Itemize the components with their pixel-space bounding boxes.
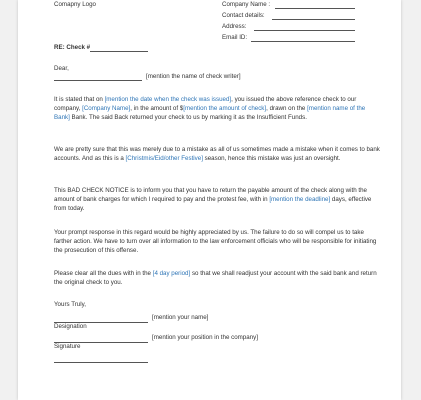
name-hint: [mention your name]: [152, 314, 209, 321]
placeholder-deadline: [mention the deadline]: [269, 196, 331, 203]
recipient-line: [54, 74, 142, 81]
signature-label: Signature: [54, 343, 81, 350]
recipient-hint: [mention the name of check writer]: [146, 73, 241, 80]
company-name-line: [275, 2, 355, 9]
contact-line: [272, 13, 355, 20]
paragraph-notice: This BAD CHECK NOTICE is to inform you that you have to return the payable amount of the check along with the amount of bank charges for which I required to pay and the protest fee, with in [mention the deadline] days, effective from today.: [54, 187, 372, 212]
field-label: Company Name :: [222, 1, 271, 8]
check-number-line: [90, 45, 148, 52]
placeholder-period: [4 day period]: [152, 270, 191, 277]
header-field-email: [222, 33, 247, 42]
email-line: [251, 35, 355, 42]
field-label: Address:: [222, 23, 247, 30]
paragraph-issue-details: It is stated that on [mention the date when the check was issued], you issued the above reference check to our company, [Company Name], in the amount of $[mention the amount of check], drawn on the [mention name of the Bank] Bank. The said Back returned your check to us by marking it as the Insufficient Funds.: [54, 96, 366, 121]
header-field-address: [222, 22, 246, 31]
header-field-company-name: [222, 0, 270, 9]
field-label: Contact details:: [222, 12, 265, 19]
designation-label: Designation: [54, 323, 87, 330]
letter-page: [18, 0, 401, 400]
paragraph-clear-dues: Please clear all the dues with in the [4 day period] so that we shall readjust your account with the said bank and return the original check to you.: [54, 270, 377, 286]
signature-line: [54, 356, 148, 363]
field-label: Email ID:: [222, 34, 248, 41]
placeholder-check-amount: [mention the amount of check]: [183, 105, 267, 112]
closing: Yours Truly,: [54, 301, 86, 308]
placeholder-bank-name: [mention name of the Bank]: [54, 105, 366, 121]
salutation: Dear,: [54, 65, 69, 72]
placeholder-company-name: [Company Name]: [82, 105, 131, 112]
header-field-contact: [222, 11, 265, 20]
company-logo-placeholder: Comapny Logo: [54, 1, 96, 8]
address-line: [254, 24, 355, 31]
paragraph-consequences: Your prompt response in this regard would be highly appreciated by us. The failure to do so will compel us to take farther action. We have to turn over all information to the law enforcement officials who will be responsible for initiating the prosecution of this offense.: [54, 229, 377, 254]
re-check-label: RE: Check #: [54, 44, 91, 51]
placeholder-festive-season: [Christmis/Eid/other Festive]: [125, 155, 203, 162]
placeholder-issue-date: [mention the date when the check was issued]: [104, 96, 232, 103]
position-hint: [mention your position in the company]: [152, 334, 258, 341]
paragraph-mistake: We are pretty sure that this was merely due to a mistake as all of us sometimes made a mistake when it comes to bank accounts. And as this is a [Christmis/Eid/other Festive] season, hence this mistake was just an oversight.: [54, 146, 380, 162]
